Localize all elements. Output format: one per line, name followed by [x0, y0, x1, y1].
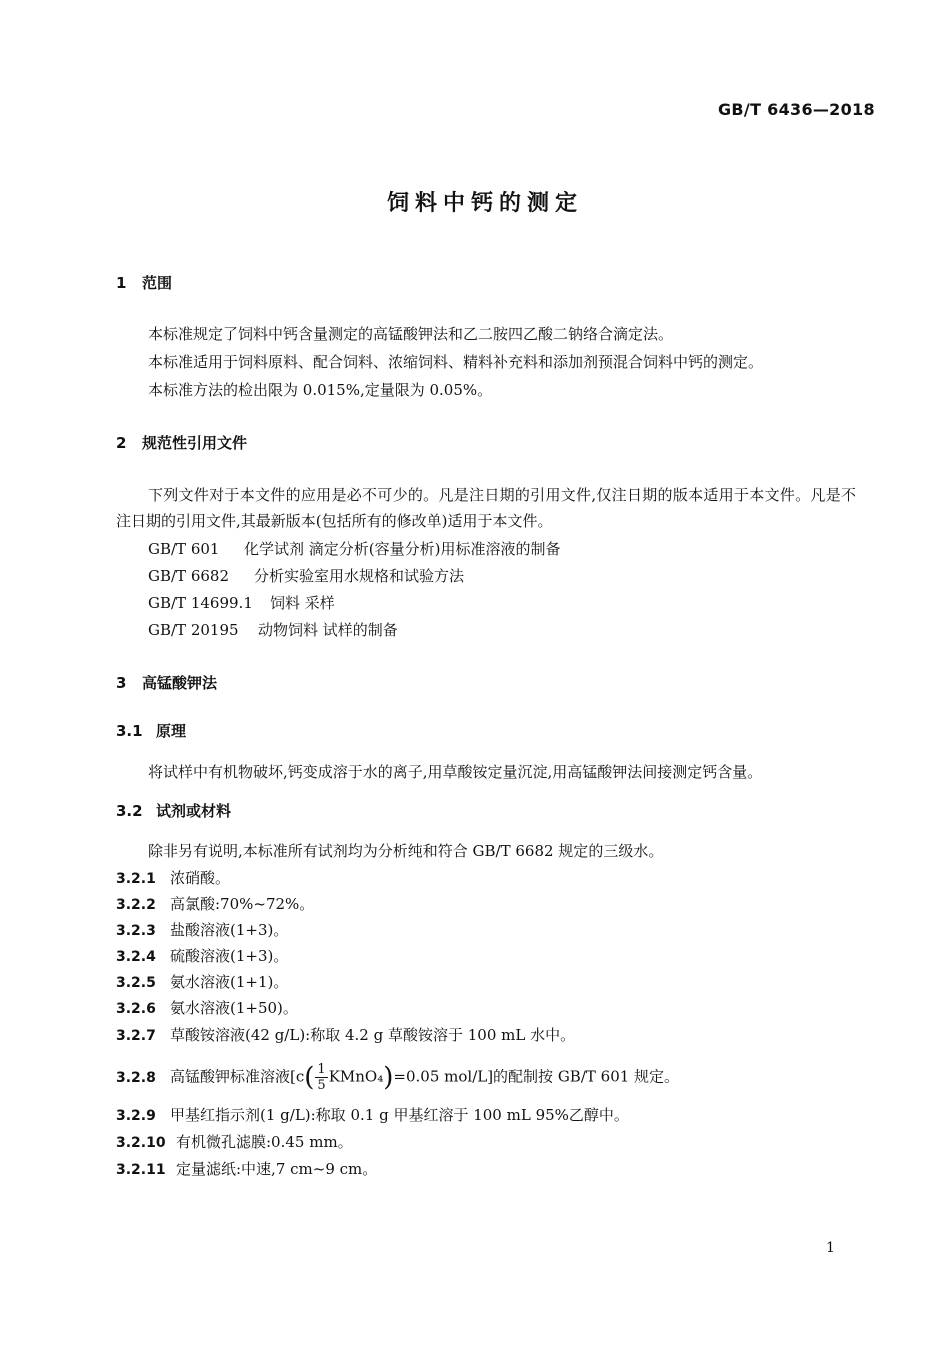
item-number: 3.2.4 [116, 949, 156, 965]
reference-code: GB/T 601 [148, 540, 220, 558]
item-number: 3.2.10 [116, 1135, 166, 1151]
item-text: 定量滤纸:中速,7 cm~9 cm。 [176, 1160, 378, 1178]
item-text-post: =0.05 mol/L]的配制按 GB/T 601 规定。 [393, 1067, 680, 1086]
section-3-heading [116, 672, 217, 693]
section-number: 2 [116, 434, 127, 452]
section-3-1-heading [116, 720, 186, 741]
reagent-item [116, 998, 298, 1019]
fraction-numerator: 1 [317, 1062, 326, 1077]
item-text-pre: 高锰酸钾标准溶液[c [170, 1067, 305, 1086]
item-text: 盐酸溶液(1+3)。 [170, 921, 289, 939]
item-text: 甲基红指示剂(1 g/L):称取 0.1 g 甲基红溶于 100 mL 95%乙醇中。 [170, 1106, 629, 1124]
reagent-item [116, 1159, 377, 1180]
item-text: 高氯酸:70%~72%。 [170, 895, 315, 913]
item-text: 氨水溶液(1+1)。 [170, 973, 289, 991]
reference-code: GB/T 20195 [148, 621, 239, 639]
section-number: 1 [116, 274, 127, 292]
reference-title: 饲料 采样 [270, 594, 335, 612]
reference-title: 动物饲料 试样的制备 [258, 621, 398, 639]
reagent-item [116, 920, 288, 941]
section-3-2-heading [116, 800, 231, 821]
reagent-item [116, 1132, 353, 1153]
item-text: 硫酸溶液(1+3)。 [170, 947, 289, 965]
reagent-item [116, 946, 288, 967]
item-number: 3.2.2 [116, 897, 156, 913]
reference-code: GB/T 14699.1 [148, 594, 253, 612]
item-number: 3.2.1 [116, 871, 156, 887]
reagent-item-formula [116, 1062, 679, 1093]
reagent-item [116, 1105, 629, 1126]
section-number: 3 [116, 674, 127, 692]
section-title: 试剂或材料 [156, 802, 232, 820]
paragraph: 本标准规定了饲料中钙含量测定的高锰酸钾法和乙二胺四乙酸二钠络合滴定法。 [148, 325, 674, 343]
reference-title: 分析实验室用水规格和试验方法 [254, 567, 465, 585]
paragraph: 本标准适用于饲料原料、配合饲料、浓缩饲料、精料补充料和添加剂预混合饲料中钙的测定。 [148, 353, 764, 371]
reagent-item [116, 1025, 575, 1046]
section-title: 范围 [142, 274, 173, 292]
section-title: 原理 [156, 722, 187, 740]
section-2-intro: 下列文件对于本文件的应用是必不可少的。凡是注日期的引用文件,仅注日期的版本适用于本文件。凡是不注日期的引用文件,其最新版本(包括所有的修改单)适用于本文件。 [116, 486, 856, 530]
item-number: 3.2.8 [116, 1069, 156, 1086]
standard-code: GB/T 6436—2018 [718, 100, 875, 119]
normative-reference [148, 620, 398, 640]
item-text: 有机微孔滤膜:0.45 mm。 [176, 1133, 353, 1151]
item-number: 3.2.7 [116, 1028, 156, 1044]
page-number: 1 [826, 1240, 835, 1256]
normative-reference [148, 566, 464, 586]
item-number: 3.2.5 [116, 975, 156, 991]
principle-text: 将试样中有机物破坏,钙变成溶于水的离子,用草酸铵定量沉淀,用高锰酸钾法间接测定钙含量。 [148, 763, 763, 781]
normative-reference [148, 539, 560, 559]
item-number: 3.2.9 [116, 1108, 156, 1124]
fraction [315, 1062, 327, 1093]
reagent-item [116, 894, 314, 915]
section-title: 规范性引用文件 [142, 434, 248, 452]
reagent-item [116, 972, 288, 993]
section-1-heading [116, 272, 172, 293]
section-number: 3.2 [116, 802, 143, 820]
section-title: 高锰酸钾法 [142, 674, 218, 692]
item-number: 3.2.6 [116, 1001, 156, 1017]
normative-reference [148, 593, 335, 613]
formula: KMnO₄ [328, 1067, 384, 1086]
section-2-heading [116, 432, 247, 453]
item-text: 浓硝酸。 [170, 869, 231, 887]
item-number: 3.2.11 [116, 1162, 166, 1178]
reference-title: 化学试剂 滴定分析(容量分析)用标准溶液的制备 [244, 540, 561, 558]
document-title: 饲料中钙的测定 [386, 191, 583, 216]
section-number: 3.1 [116, 722, 143, 740]
item-text: 氨水溶液(1+50)。 [170, 999, 298, 1017]
fraction-denominator: 5 [317, 1078, 326, 1093]
item-number: 3.2.3 [116, 923, 156, 939]
item-text: 草酸铵溶液(42 g/L):称取 4.2 g 草酸铵溶于 100 mL 水中。 [170, 1026, 576, 1044]
paragraph: 本标准方法的检出限为 0.015%,定量限为 0.05%。 [148, 381, 493, 399]
reference-code: GB/T 6682 [148, 567, 230, 585]
reagents-intro: 除非另有说明,本标准所有试剂均为分析纯和符合 GB/T 6682 规定的三级水。 [148, 842, 664, 860]
open-paren: ( [304, 1062, 315, 1093]
reagent-item [116, 868, 230, 889]
close-paren: ) [383, 1062, 394, 1093]
